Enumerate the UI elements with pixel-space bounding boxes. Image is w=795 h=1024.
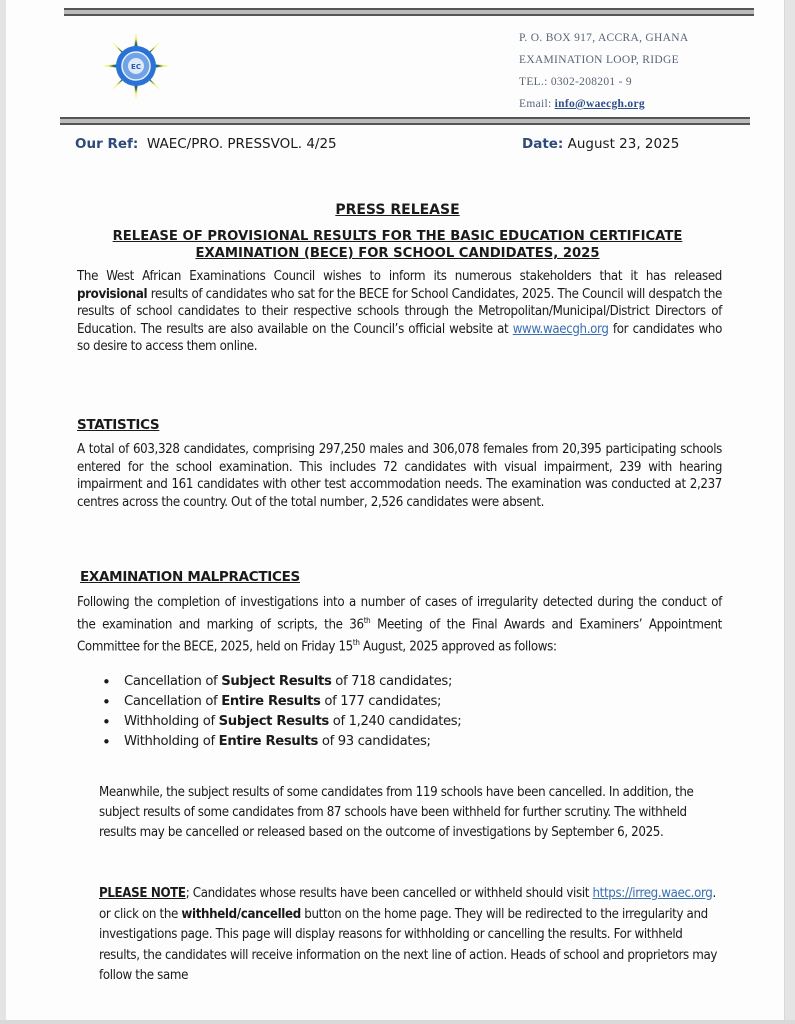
malpractices-heading: EXAMINATION MALPRACTICES: [80, 569, 300, 585]
note-text: button on the home page. They will be redirected to the irregularity and investigations page. This page will display reasons for withholding or cancelling the results. For withheld results, the candidates will receive information on the next line of action. Heads of school and proprietors may follow the same: [99, 906, 718, 983]
note-text: ; Candidates whose results have been cancelled or withheld should visit: [185, 886, 593, 901]
ref-label: Our Ref:: [75, 136, 139, 152]
ordinal-suffix: th: [363, 615, 371, 625]
letterhead-address: [519, 27, 688, 115]
bottom-divider: [60, 117, 750, 125]
item-bold: Entire Results: [218, 734, 319, 749]
note-text: . or click on the: [99, 886, 716, 922]
mal-text: Following the completion of investigations into a number of cases of irregularity detected during the conduct of the examination and marking of scripts, the 36: [77, 595, 722, 632]
list-item: [100, 672, 461, 692]
item-bold: Entire Results: [221, 694, 321, 709]
intro-text: The West African Examinations Council wishes to inform its numerous stakeholders that it has released: [77, 269, 722, 284]
meanwhile-paragraph: Meanwhile, the subject results of some candidates from 119 schools have been cancelled. In addition, the subject results of some candidates from 87 schools have been withheld for further scrutiny. The withheld results may be cancelled or released based on the outcome of investigations by September 6, 2025.: [99, 785, 694, 840]
email-link[interactable]: info@waecgh.org: [554, 98, 645, 110]
mal-text: Meeting of the Final Awards and Examiners’ Appointment Committee for the BECE, 2025, held on Friday 15: [77, 616, 722, 654]
list-item: [100, 732, 461, 752]
intro-text: results of candidates who sat for the BECE for School Candidates, 2025. The Council will despatch the results of school candidates to their respective schools through the Metropolitan/Municipal/District Directors of Education. The results are also available on the Council’s official website at: [77, 286, 722, 337]
intro-text: for candidates who so desire to access them online.: [77, 321, 722, 355]
subtitle-line-1: RELEASE OF PROVISIONAL RESULTS FOR THE BASIC EDUCATION CERTIFICATE: [112, 229, 683, 244]
irreg-link[interactable]: https://irreg.waec.org: [592, 886, 713, 901]
list-item: [100, 692, 461, 712]
item-text: Cancellation of: [124, 694, 222, 709]
date-value: August 23, 2025: [567, 136, 680, 152]
phone-line: TEL.: 0302-208201 - 9: [519, 76, 632, 88]
address-line: EXAMINATION LOOP, RIDGE: [519, 54, 679, 66]
item-bold: Subject Results: [221, 674, 332, 689]
list-item: [100, 712, 461, 732]
page-title: PRESS RELEASE: [335, 202, 460, 218]
please-note-paragraph: [99, 884, 719, 987]
item-text: of 718 candidates;: [331, 674, 453, 689]
page-edge: [0, 1020, 795, 1024]
date-line: [522, 136, 679, 152]
waec-logo-icon: [103, 33, 169, 99]
statistics-heading: STATISTICS: [77, 417, 160, 433]
item-text: Cancellation of: [124, 674, 222, 689]
note-label: PLEASE NOTE: [99, 886, 186, 901]
intro-bold: provisional: [77, 286, 148, 302]
malpractices-paragraph: [77, 594, 722, 656]
item-text: of 93 candidates;: [318, 734, 431, 749]
email-line: [519, 93, 688, 115]
item-text: of 1,240 candidates;: [328, 714, 462, 729]
item-text: Withholding of: [124, 734, 219, 749]
ref-value: WAEC/PRO. PRESSVOL. 4/25: [146, 136, 337, 152]
note-bold: withheld/cancelled: [181, 906, 301, 922]
top-divider: [64, 8, 754, 16]
item-bold: Subject Results: [218, 714, 329, 729]
mal-text: August, 2025 approved as follows:: [359, 638, 557, 654]
ordinal-suffix: th: [352, 637, 360, 647]
website-link[interactable]: www.waecgh.org: [512, 321, 609, 337]
item-text: Withholding of: [124, 714, 219, 729]
reference-line: [75, 136, 337, 152]
page-subtitle: [0, 228, 795, 262]
svg-text:EC: EC: [131, 63, 141, 71]
date-label: Date:: [522, 136, 564, 152]
intro-paragraph: [77, 268, 722, 356]
subtitle-line-2: EXAMINATION (BECE) FOR SCHOOL CANDIDATES, 2025: [195, 246, 600, 261]
item-text: of 177 candidates;: [320, 694, 442, 709]
address-line: P. O. BOX 917, ACCRA, GHANA: [519, 32, 689, 44]
email-label: Email:: [519, 98, 552, 110]
statistics-paragraph: A total of 603,328 candidates, comprising 297,250 males and 306,078 females from 20,395 participating schools entered for the school examination. This includes 72 candidates with visual impairment, 239 with hearing impairment and 161 candidates with other test accommodation needs. The examination was conducted at 2,237 centres across the country. Out of the total number, 2,526 candidates were absent.: [77, 442, 722, 510]
malpractice-list: [100, 672, 461, 752]
